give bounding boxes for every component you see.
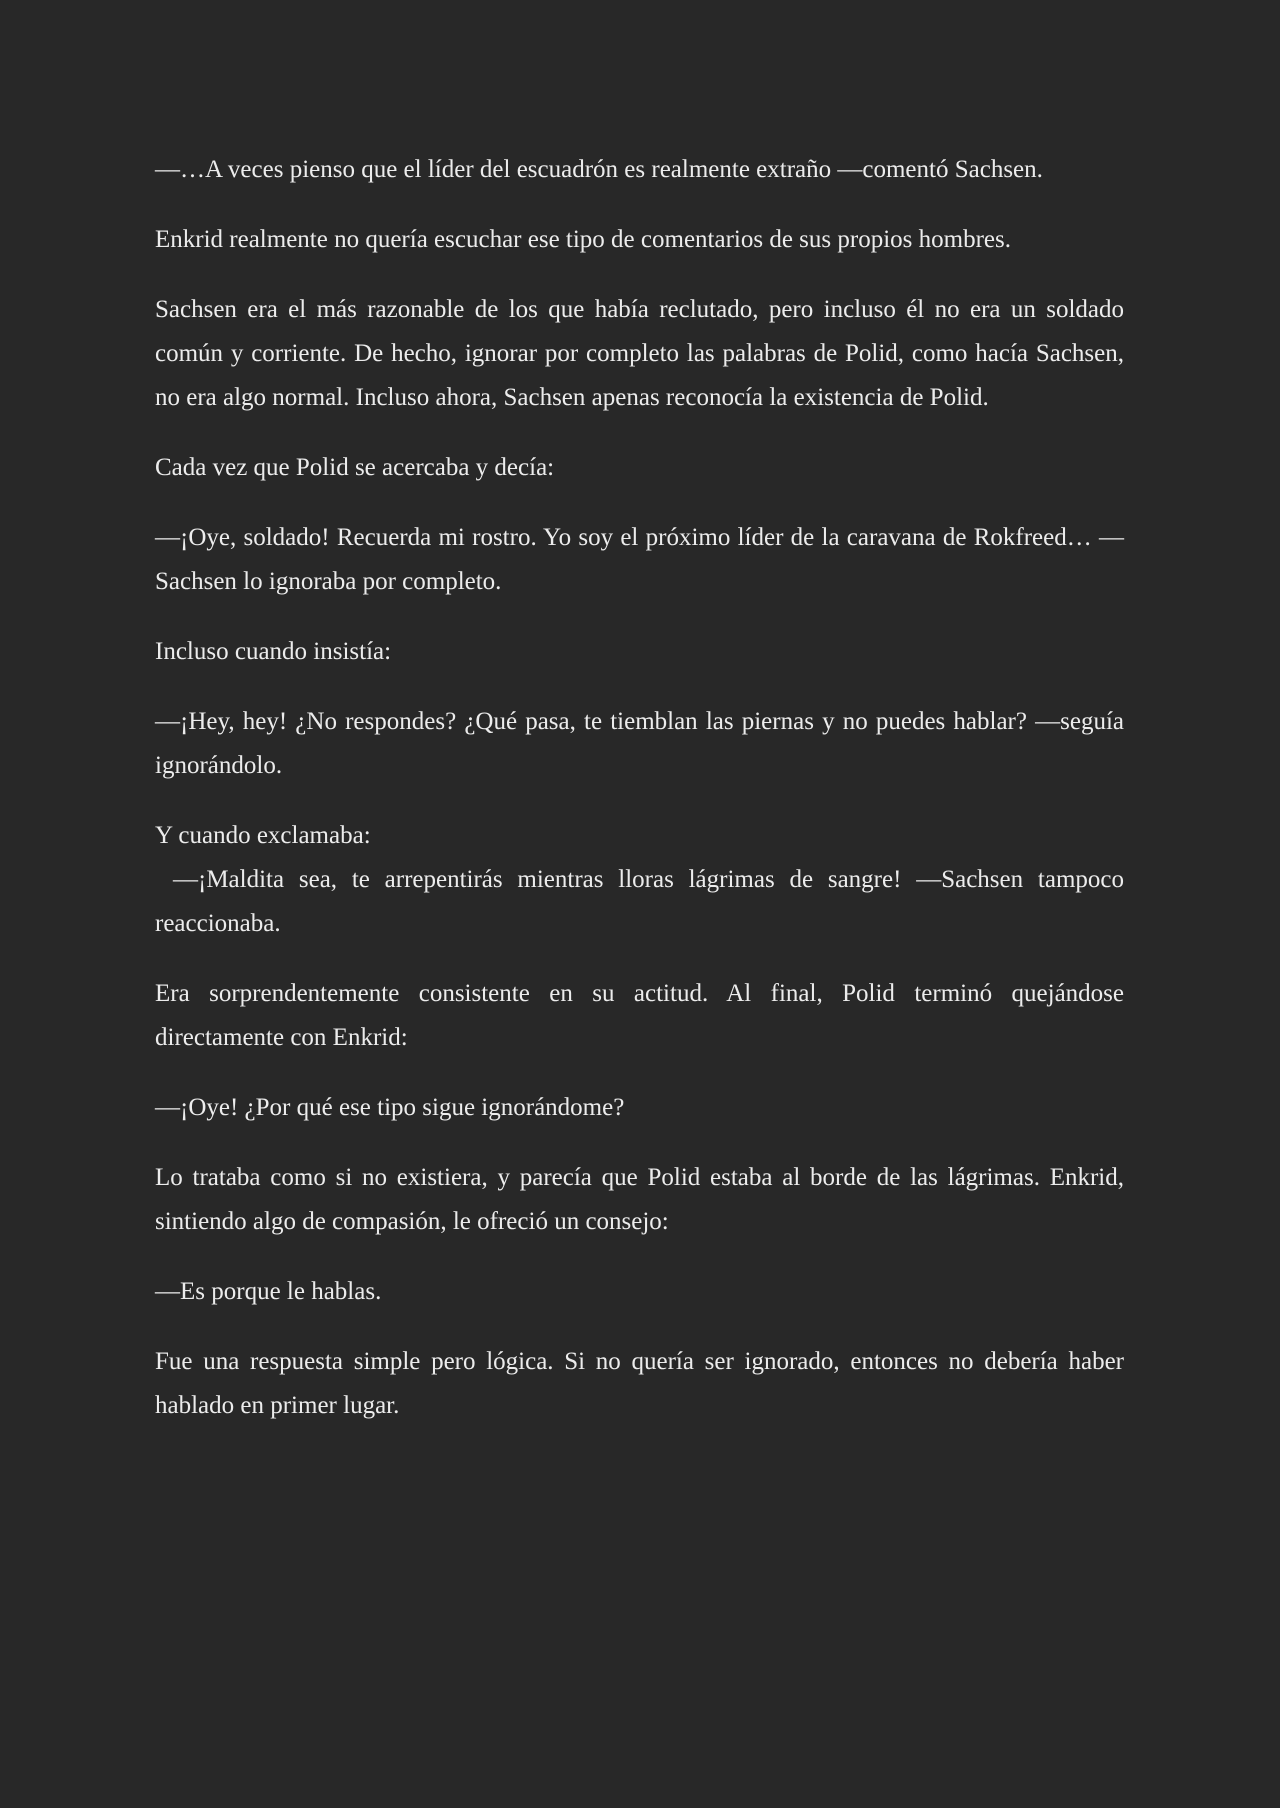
paragraph: —¡Oye, soldado! Recuerda mi rostro. Yo soy el próximo líder de la caravana de Rokfreed… —Sachsen lo ignoraba por completo. [155, 524, 1124, 595]
paragraph: Sachsen era el más razonable de los que había reclutado, pero incluso él no era un soldado común y corriente. De hecho, ignorar por completo las palabras de Polid, como hacía Sachsen, no era algo normal. Incluso ahora, Sachsen apenas reconocía la existencia de Polid. [155, 296, 1124, 411]
paragraph: —Es porque le hablas. [155, 1278, 382, 1305]
paragraph: Lo trataba como si no existiera, y parecía que Polid estaba al borde de las lágrimas. Enkrid, sintiendo algo de compasión, le ofreció un consejo: [155, 1164, 1124, 1235]
paragraph: Enkrid realmente no quería escuchar ese tipo de comentarios de sus propios hombres. [155, 226, 1011, 253]
paragraph: Cada vez que Polid se acercaba y decía: [155, 454, 555, 481]
paragraph: Incluso cuando insistía: [155, 638, 392, 665]
paragraph: Era sorprendentemente consistente en su actitud. Al final, Polid terminó quejándose directamente con Enkrid: [155, 980, 1124, 1051]
paragraph: —¡Hey, hey! ¿No respondes? ¿Qué pasa, te tiemblan las piernas y no puedes hablar? —seguía ignorándolo. [155, 708, 1124, 779]
paragraph: Y cuando exclamaba: [155, 822, 371, 849]
paragraph: —¡Oye! ¿Por qué ese tipo sigue ignorándome? [155, 1094, 625, 1121]
paragraph: Fue una respuesta simple pero lógica. Si no quería ser ignorado, entonces no debería haber hablado en primer lugar. [155, 1348, 1124, 1419]
paragraph: —…A veces pienso que el líder del escuadrón es realmente extraño —comentó Sachsen. [155, 156, 1043, 183]
paragraph: —¡Maldita sea, te arrepentirás mientras lloras lágrimas de sangre! —Sachsen tampoco reaccionaba. [155, 866, 1124, 937]
